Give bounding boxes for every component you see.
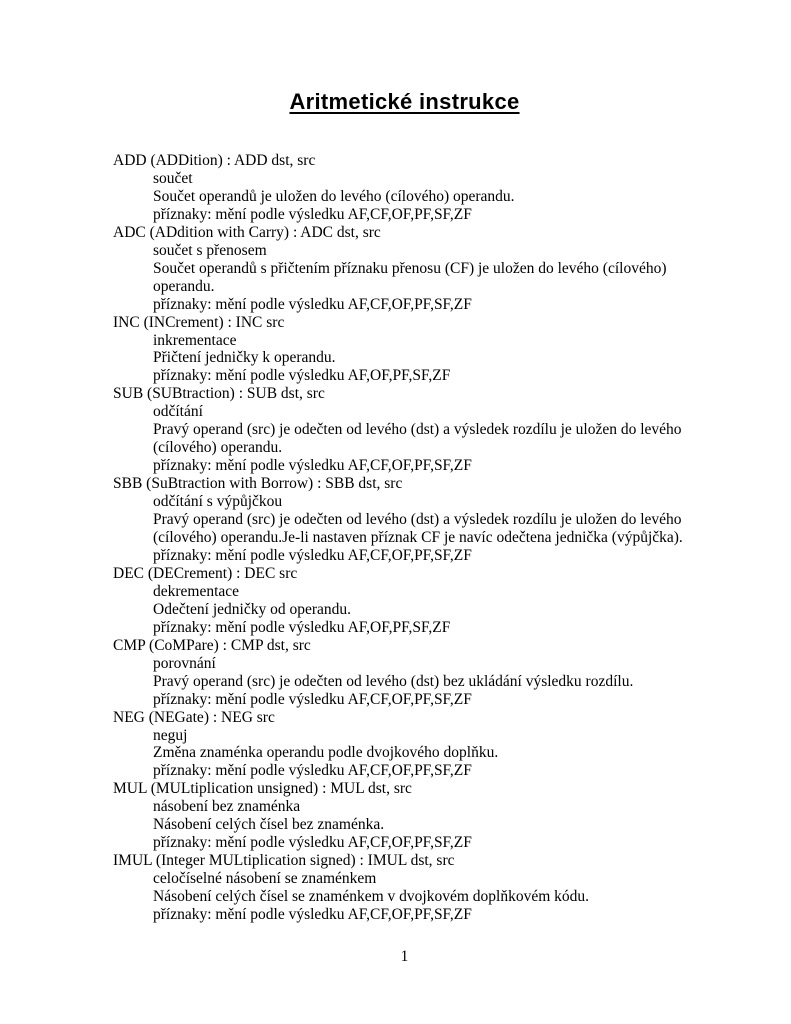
document-body [113, 152, 701, 924]
instruction-line: celočíselné násobení se znaménkem [153, 870, 377, 888]
instruction-block [113, 475, 701, 565]
page-number: 1 [400, 948, 409, 965]
instruction-line: příznaky: mění podle výsledku AF,CF,OF,PF,SF,ZF [153, 546, 472, 564]
instruction-line: příznaky: mění podle výsledku AF,CF,OF,PF,SF,ZF [153, 295, 472, 313]
instruction-block [113, 152, 701, 224]
instruction-line: operandu. [153, 277, 215, 295]
instruction-line: Pravý operand (src) je odečten od levého (dst) a výsledek rozdílu je uložen do levého [153, 421, 682, 439]
instruction-line: příznaky: mění podle výsledku AF,CF,OF,PF,SF,ZF [153, 834, 472, 852]
instruction-header: SUB (SUBtraction) : SUB dst, src [113, 385, 325, 403]
instruction-header: SBB (SuBtraction with Borrow) : SBB dst, src [113, 475, 403, 493]
instruction-block [113, 314, 701, 386]
instruction-line: (cílového) operandu.Je-li nastaven příznak CF je navíc odečtena jednička (výpůjčka). [153, 529, 683, 547]
instruction-block [113, 385, 701, 475]
instruction-line: Součet operandů s přičtením příznaku přenosu (CF) je uložen do levého (cílového) [153, 259, 667, 277]
instruction-block [113, 565, 701, 637]
instruction-line: násobení bez znaménka [153, 798, 301, 816]
instruction-line: Násobení celých čísel bez znaménka. [153, 816, 385, 834]
instruction-line: inkrementace [153, 331, 237, 349]
instruction-line: odčítání [153, 403, 203, 421]
instruction-block [113, 709, 701, 781]
instruction-block [113, 637, 701, 709]
instruction-line: příznaky: mění podle výsledku AF,CF,OF,PF,SF,ZF [153, 457, 472, 475]
page-footer [113, 948, 696, 966]
instruction-block [113, 224, 701, 314]
instruction-line: Součet operandů je uložen do levého (cílového) operandu. [153, 187, 515, 205]
instruction-line: příznaky: mění podle výsledku AF,CF,OF,PF,SF,ZF [153, 690, 472, 708]
instruction-line: příznaky: mění podle výsledku AF,OF,PF,SF,ZF [153, 618, 451, 636]
instruction-line: Pravý operand (src) je odečten od levého (dst) bez ukládání výsledku rozdílu. [153, 672, 634, 690]
instruction-line: porovnání [153, 654, 216, 672]
instruction-line: příznaky: mění podle výsledku AF,CF,OF,PF,SF,ZF [153, 205, 472, 223]
instruction-header: DEC (DECrement) : DEC src [113, 564, 298, 582]
instruction-block [113, 852, 701, 924]
instruction-line: příznaky: mění podle výsledku AF,CF,OF,PF,SF,ZF [153, 762, 472, 780]
instruction-line: Změna znaménka operandu podle dvojkového doplňku. [153, 744, 499, 762]
instruction-header: ADC (ADdition with Carry) : ADC dst, src [113, 223, 381, 241]
instruction-line: Násobení celých čísel se znaménkem v dvojkovém doplňkovém kódu. [153, 888, 590, 906]
instruction-header: IMUL (Integer MULtiplication signed) : IMUL dst, src [113, 852, 455, 870]
instruction-line: součet s přenosem [153, 241, 267, 259]
instruction-header: ADD (ADDition) : ADD dst, src [113, 152, 316, 169]
instruction-line: příznaky: mění podle výsledku AF,CF,OF,PF,SF,ZF [153, 906, 472, 924]
page-title: Aritmetické instrukce [289, 89, 520, 114]
instruction-line: neguj [153, 726, 188, 744]
instruction-header: NEG (NEGate) : NEG src [113, 708, 275, 726]
instruction-header: CMP (CoMPare) : CMP dst, src [113, 636, 311, 654]
instruction-line: Odečtení jedničky od operandu. [153, 600, 351, 618]
instruction-header: MUL (MULtiplication unsigned) : MUL dst, src [113, 780, 412, 798]
instruction-line: příznaky: mění podle výsledku AF,OF,PF,SF,ZF [153, 367, 451, 385]
instruction-line: Pravý operand (src) je odečten od levého (dst) a výsledek rozdílu je uložen do levého [153, 511, 682, 529]
instruction-line: odčítání s výpůjčkou [153, 493, 283, 511]
instruction-line: Přičtení jedničky k operandu. [153, 349, 336, 367]
instruction-block [113, 780, 701, 852]
instruction-line: (cílového) operandu. [153, 439, 283, 457]
instruction-header: INC (INCrement) : INC src [113, 313, 285, 331]
instruction-line: součet [153, 169, 193, 187]
instruction-line: dekrementace [153, 582, 240, 600]
